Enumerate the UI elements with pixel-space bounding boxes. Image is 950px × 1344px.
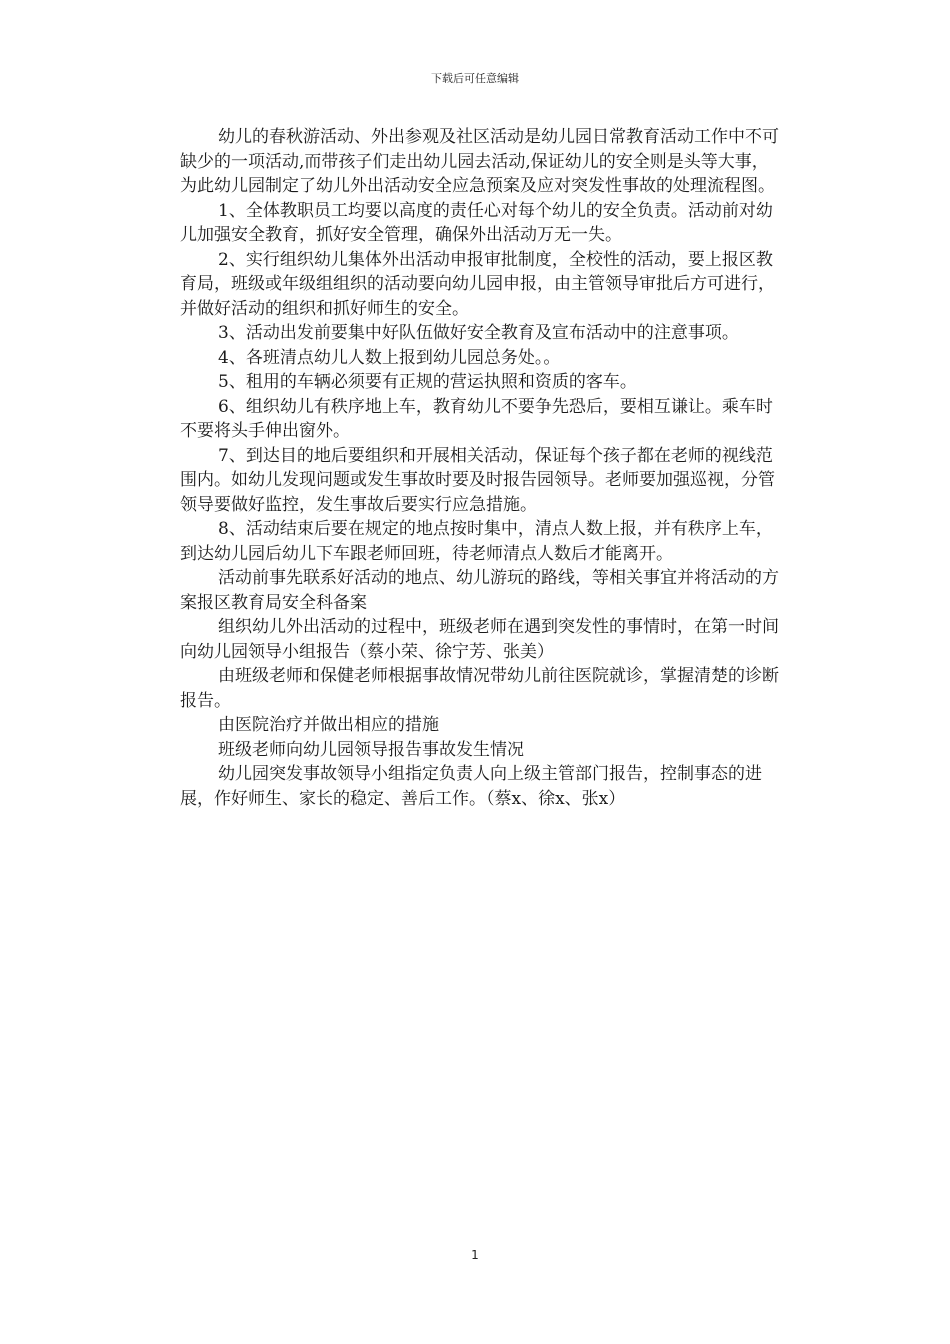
rule-8-paragraph: 8、活动结束后要在规定的地点按时集中，清点人数上报，并有秩序上车，到达幼儿园后幼儿下车跟老师回班，待老师清点人数后才能离开。 [180, 519, 773, 564]
page-number: 1 [471, 1248, 479, 1262]
page-header-note: 下载后可任意编辑 [431, 72, 519, 85]
flow-step-5-paragraph: 班级老师向幼儿园领导报告事故发生情况 [218, 739, 524, 760]
rule-6-paragraph: 6、组织幼儿有秩序地上车，教育幼儿不要争先恐后，要相互谦让。乘车时不要将头手伸出窗外。 [180, 396, 773, 441]
intro-paragraph: 幼儿的春秋游活动、外出参观及社区活动是幼儿园日常教育活动工作中不可缺少的一项活动,而带孩子们走出幼儿园去活动,保证幼儿的安全则是头等大事，为此幼儿园制定了幼儿外出活动安全应急预案及应对突发性事故的处理流程图。 [180, 127, 779, 196]
document-body [180, 125, 780, 811]
rule-3-paragraph: 3、活动出发前要集中好队伍做好安全教育及宣布活动中的注意事项。 [218, 323, 739, 343]
flow-step-1-paragraph: 活动前事先联系好活动的地点、幼儿游玩的路线，等相关事宜并将活动的方案报区教育局安全科备案 [180, 568, 779, 613]
rule-5-paragraph: 5、租用的车辆必须要有正规的营运执照和资质的客车。 [218, 372, 637, 392]
flow-step-4-paragraph: 由医院治疗并做出相应的措施 [218, 715, 439, 735]
rule-1-paragraph: 1、全体教职员工均要以高度的责任心对每个幼儿的安全负责。活动前对幼儿加强安全教育，抓好安全管理，确保外出活动万无一失。 [180, 200, 773, 245]
rule-7-paragraph: 7、到达目的地后要组织和开展相关活动，保证每个孩子都在老师的视线范围内。如幼儿发现问题或发生事故时要及时报告园领导。老师要加强巡视，分管领导要做好监控，发生事故后要实行应急措施。 [180, 445, 775, 515]
rule-4-paragraph: 4、各班清点幼儿人数上报到幼儿园总务处。。 [218, 347, 561, 368]
flow-step-6-paragraph: 幼儿园突发事故领导小组指定负责人向上级主管部门报告，控制事态的进展，作好师生、家长的稳定、善后工作。（蔡x、徐x、张x） [180, 764, 762, 809]
flow-step-2-paragraph: 组织幼儿外出活动的过程中，班级老师在遇到突发性的事情时，在第一时间向幼儿园领导小组报告（蔡小荣、徐宁芳、张美） [180, 617, 779, 662]
rule-2-paragraph: 2、实行组织幼儿集体外出活动申报审批制度，全校性的活动，要上报区教育局，班级或年级组组织的活动要向幼儿园申报，由主管领导审批后方可进行，并做好活动的组织和抓好师生的安全。 [180, 249, 775, 319]
flow-step-3-paragraph: 由班级老师和保健老师根据事故情况带幼儿前往医院就诊，掌握清楚的诊断报告。 [180, 666, 779, 711]
